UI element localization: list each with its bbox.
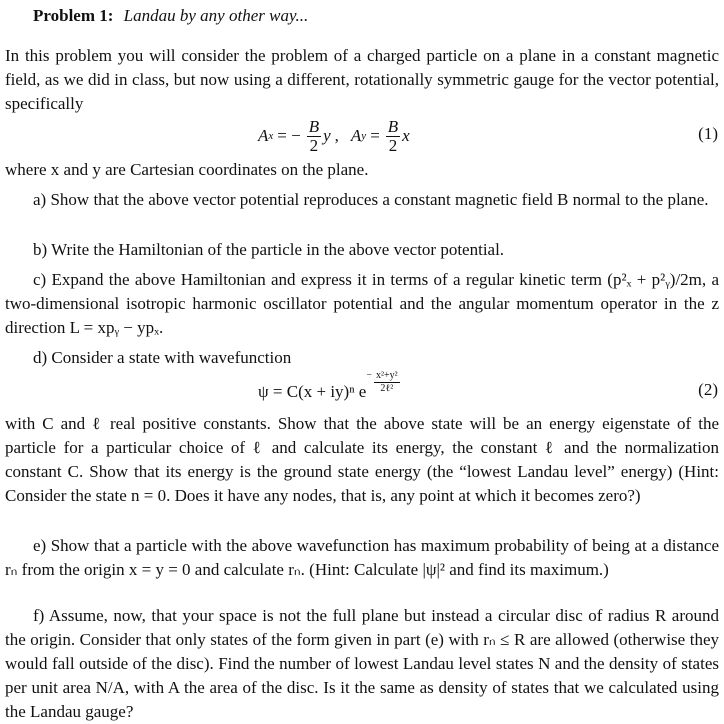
part-b: b) Write the Hamiltonian of the particle in the above vector potential.	[33, 240, 505, 259]
intro-paragraph: In this problem you will consider the problem of a charged particle on a plane in a constant magnetic field, as we did in class, but now using a different, rotationally symmetric gauge for the vector potential, specifically	[5, 46, 719, 113]
eq2-exp-den: 2ℓ²	[380, 382, 394, 394]
problem-label: Problem 1:	[33, 6, 114, 25]
eq1-frac1	[307, 118, 321, 155]
eq1-sub1: x	[268, 130, 274, 142]
equation-1-expression	[258, 114, 410, 158]
equation-2-expression	[258, 370, 402, 414]
eq1-frac2-den: 2	[388, 135, 398, 155]
problem-title	[33, 6, 308, 26]
part-e: e) Show that a particle with the above wavefunction has maximum probability of being at a distance rₙ from the origin x = y = 0 and calculate rₙ. (Hint: Calculate |ψ|² and find its maximum.)	[5, 536, 719, 579]
part-f: f) Assume, now, that your space is not the full plane but instead a circular disc of radius R around the origin. Consider that only states of the form given in part (e) with rₙ ≤ R are allowed (otherwise they would fall outside of the disc). Find the number of lowest Landau level states N and the density of states per unit area N/A, with A the area of the disc. Is it the same as density of states that we calculated using the Landau gauge?	[5, 606, 719, 721]
eq1-eq2: =	[370, 126, 380, 145]
equation-1-number: (1)	[698, 124, 718, 143]
eq2-exponent: − $\frac{\text{x²+y²}}{\text{2ℓ²}}$	[366, 369, 398, 394]
part-d-intro: d) Consider a state with wavefunction	[33, 348, 292, 367]
eq1-sep: ,	[334, 126, 339, 145]
equation-1	[0, 114, 724, 158]
eq1-frac2	[386, 118, 400, 155]
eq1-var2: x	[402, 126, 410, 145]
after-eq1-text: where x and y are Cartesian coordinates on the plane.	[5, 160, 369, 179]
eq2-exp-frac	[374, 370, 400, 395]
eq1-frac1-den: 2	[309, 135, 319, 155]
problem-subtitle: Landau by any other way...	[123, 6, 309, 25]
eq2-exp-num: x²+y²	[376, 369, 398, 381]
eq1-frac2-num: B	[387, 116, 399, 136]
part-c: c) Expand the above Hamiltonian and express it in terms of a regular kinetic term (p²ₓ + p²ᵧ)/2m, a two-dimensional isotropic harmonic oscillator potential and the angular momentum operator in the z direction L = xpᵧ − ypₓ.	[5, 270, 719, 337]
part-a: a) Show that the above vector potential reproduces a constant magnetic field B normal to the plane.	[33, 190, 709, 209]
eq1-var1: y	[323, 126, 331, 145]
eq1-sub2: y	[361, 130, 367, 142]
eq1-lhs2: A	[350, 126, 362, 145]
eq2-expr: ψ = C(x + iy)ⁿ e	[258, 382, 367, 401]
equation-2-number: (2)	[698, 380, 718, 399]
part-d-body: with C and ℓ real positive constants. Show that the above state will be an energy eigenstate of the particle for a particular choice of ℓ and calculate its energy, the constant ℓ and the normalization constant C. Show that its energy is the ground state energy (the “lowest Landau level” energy) (Hint: Consider the state n = 0. Does it have any nodes, that is, any point at which it becomes zero?)	[5, 414, 719, 505]
eq1-frac1-num: B	[308, 116, 320, 136]
eq1-lhs1: A	[258, 126, 269, 145]
equation-2	[0, 370, 724, 414]
eq1-eq: = −	[277, 126, 301, 145]
